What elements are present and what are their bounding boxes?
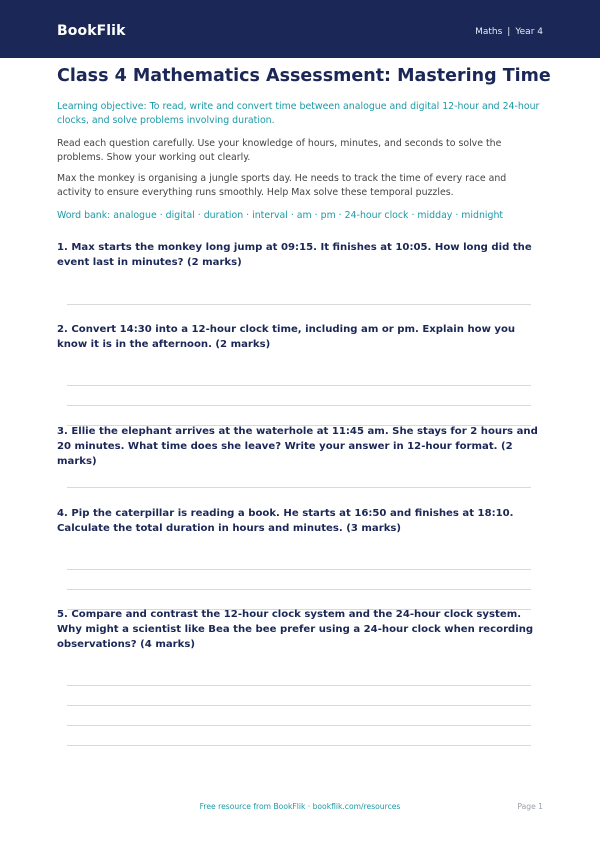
answer-line[interactable] [67, 685, 531, 686]
subject-label: Maths [475, 27, 503, 37]
question-2: 2. Convert 14:30 into a 12-hour clock time, including am or pm. Explain how you know it is in the afternoon. (2 marks) [57, 324, 516, 350]
header-bar [0, 0, 600, 58]
page-title: Class 4 Mathematics Assessment: Mastering Time [57, 66, 551, 86]
story-intro: Max the monkey is organising a jungle sports day. He needs to track the time of every race and activity to ensure everything runs smoothly. Help Max solve these temporal puzzles. [57, 173, 507, 198]
subject-year [475, 27, 543, 37]
footer-credit-link[interactable]: Free resource from BookFlik · bookflik.com/resources [199, 802, 401, 811]
answer-line[interactable] [67, 725, 531, 726]
answer-line[interactable] [67, 405, 531, 406]
question-5: 5. Compare and contrast the 12-hour clock system and the 24-hour clock system. Why might a scientist like Bea the bee prefer using a 24-hour clock when recording observations? (4 marks) [57, 609, 534, 650]
answer-line[interactable] [67, 569, 531, 570]
answer-line[interactable] [67, 589, 531, 590]
answer-line[interactable] [67, 385, 531, 386]
answer-line[interactable] [67, 304, 531, 305]
instructions: Read each question carefully. Use your knowledge of hours, minutes, and seconds to solve the problems. Show your working out clearly. [57, 138, 502, 163]
year-label: Year 4 [515, 27, 543, 37]
header-separator: | [507, 27, 511, 37]
word-bank: Word bank: analogue · digital · duration · interval · am · pm · 24-hour clock · midday · midnight [57, 210, 504, 221]
question-4: 4. Pip the caterpillar is reading a book. He starts at 16:50 and finishes at 18:10. Calculate the total duration in hours and minutes. (3 marks) [57, 508, 514, 534]
question-1: 1. Max starts the monkey long jump at 09:15. It finishes at 10:05. How long did the event last in minutes? (2 marks) [57, 242, 532, 268]
question-3: 3. Ellie the elephant arrives at the waterhole at 11:45 am. She stays for 2 hours and 20 minutes. What time does she leave? Write your answer in 12-hour format. (2 marks) [57, 426, 538, 467]
brand-logo[interactable]: BookFlik [57, 23, 126, 39]
learning-objective: Learning objective: To read, write and convert time between analogue and digital 12-hour and 24-hour clocks, and solve problems involving duration. [57, 101, 540, 126]
answer-line[interactable] [67, 705, 531, 706]
answer-line[interactable] [67, 745, 531, 746]
answer-line[interactable] [67, 487, 531, 488]
page-number: Page 1 [517, 802, 543, 811]
